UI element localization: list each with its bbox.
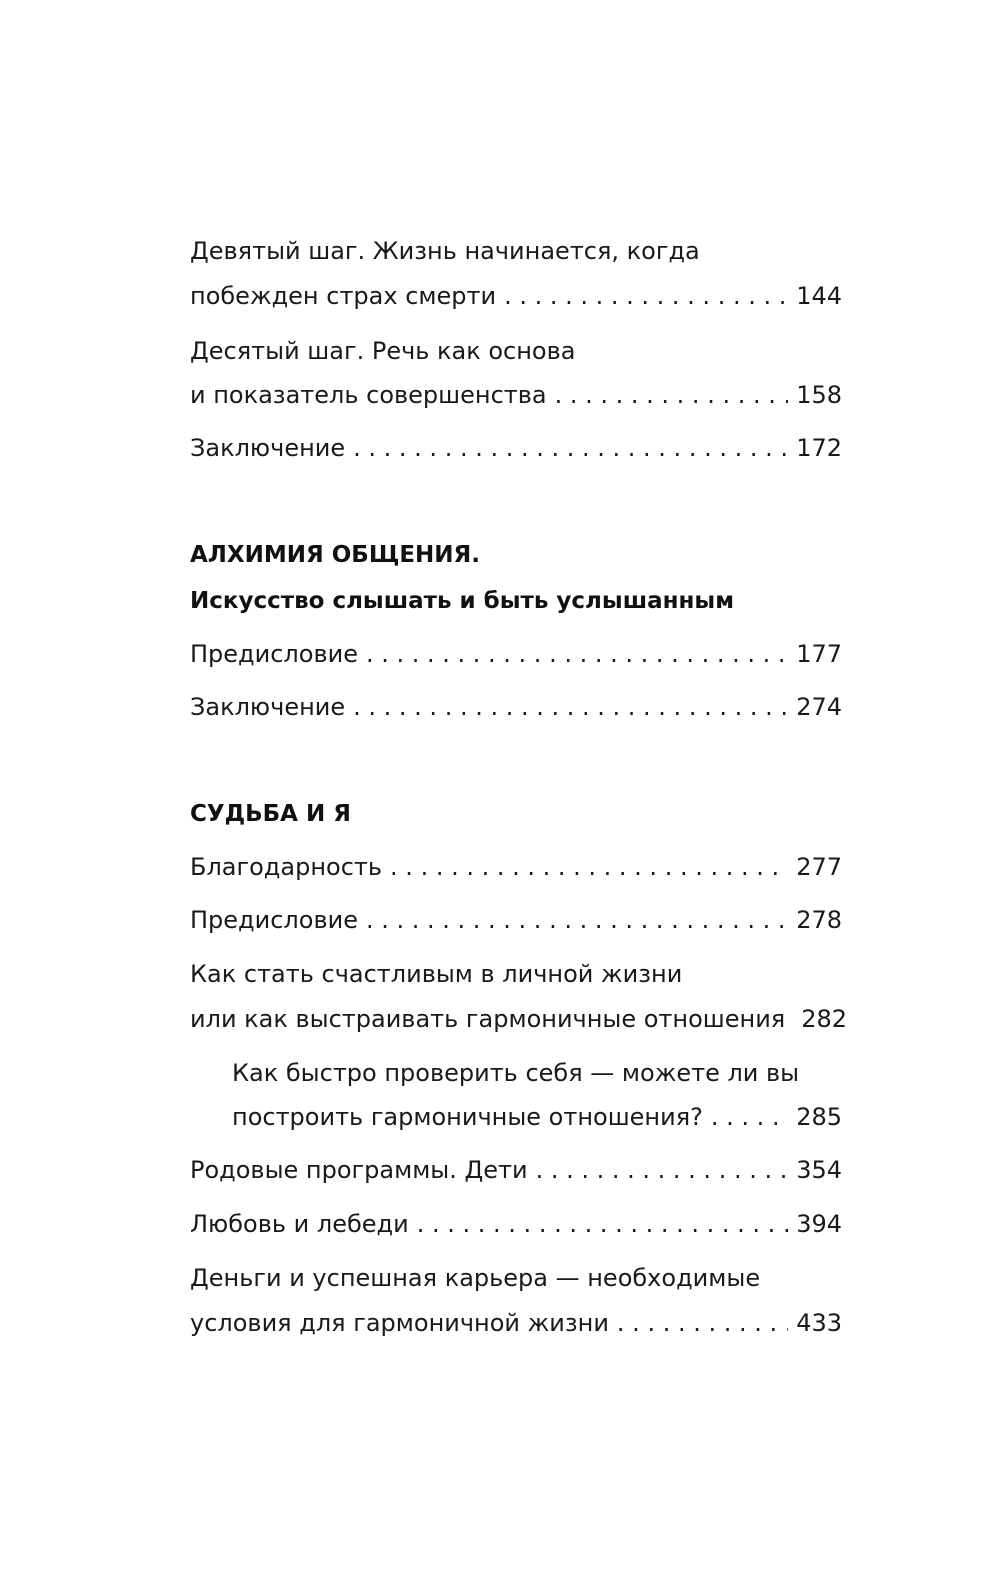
- toc-entry[interactable]: [190, 689, 842, 725]
- leader-dots: [366, 902, 788, 938]
- entry-title: построить гармоничные отношения?: [232, 1103, 703, 1131]
- toc-entry[interactable]: [190, 278, 842, 314]
- toc-subentry-line: Как быстро проверить себя — можете ли вы: [232, 1059, 800, 1087]
- toc-entry[interactable]: [190, 849, 842, 885]
- page-number: 354: [796, 1156, 842, 1184]
- leader-dots: [617, 1305, 788, 1341]
- toc-entry[interactable]: [190, 1305, 842, 1341]
- entry-title: Предисловие: [190, 906, 358, 934]
- page-number: 278: [796, 906, 842, 934]
- toc-entry-line: Деньги и успешная карьера — необходимые: [190, 1264, 761, 1292]
- toc-entry-line: Девятый шаг. Жизнь начинается, когда: [190, 237, 700, 265]
- toc-subentry[interactable]: [232, 1099, 842, 1135]
- leader-dots: [390, 849, 788, 885]
- page-number: 394: [796, 1210, 842, 1238]
- leader-dots: [504, 278, 788, 314]
- leader-dots: [417, 1206, 788, 1242]
- entry-title: Благодарность: [190, 853, 383, 881]
- page-number: 158: [796, 381, 842, 409]
- toc-entry[interactable]: [190, 1152, 842, 1188]
- section-subtitle: Искусство слышать и быть услышанным: [190, 588, 735, 614]
- page-number: 172: [796, 434, 842, 462]
- toc-entry-line: Как стать счастливым в личной жизни: [190, 960, 683, 988]
- entry-title: побежден страх смерти: [190, 282, 497, 310]
- leader-dots: [555, 377, 789, 413]
- entry-title: и показатель совершенства: [190, 381, 547, 409]
- page-number: 177: [796, 640, 842, 668]
- page-number: 285: [796, 1103, 842, 1131]
- toc-entry[interactable]: [190, 1206, 842, 1242]
- page-number: 433: [796, 1309, 842, 1337]
- section-title: АЛХИМИЯ ОБЩЕНИЯ.: [190, 542, 480, 568]
- leader-dots: [353, 430, 788, 466]
- toc-entry[interactable]: [190, 430, 842, 466]
- page-number: 274: [796, 693, 842, 721]
- toc-entry[interactable]: [190, 902, 842, 938]
- entry-title: Родовые программы. Дети: [190, 1156, 528, 1184]
- toc-entry[interactable]: [190, 636, 842, 672]
- toc-entry-line: Десятый шаг. Речь как основа: [190, 337, 576, 365]
- page-number: 144: [796, 282, 842, 310]
- leader-dots: [366, 636, 788, 672]
- page-number: 282: [801, 1005, 848, 1033]
- section-title: СУДЬБА И Я: [190, 801, 351, 827]
- leader-dots: [711, 1099, 788, 1135]
- entry-title: или как выстраивать гармоничные отношения: [190, 1005, 786, 1033]
- entry-title: Заключение: [190, 693, 346, 721]
- leader-dots: [353, 689, 788, 725]
- page-number: 277: [796, 853, 842, 881]
- entry-title: условия для гармоничной жизни: [190, 1309, 609, 1337]
- toc-entry[interactable]: [190, 1001, 848, 1037]
- entry-title: Заключение: [190, 434, 346, 462]
- leader-dots: [536, 1152, 789, 1188]
- toc-entry[interactable]: [190, 377, 842, 413]
- entry-title: Предисловие: [190, 640, 358, 668]
- entry-title: Любовь и лебеди: [190, 1210, 409, 1238]
